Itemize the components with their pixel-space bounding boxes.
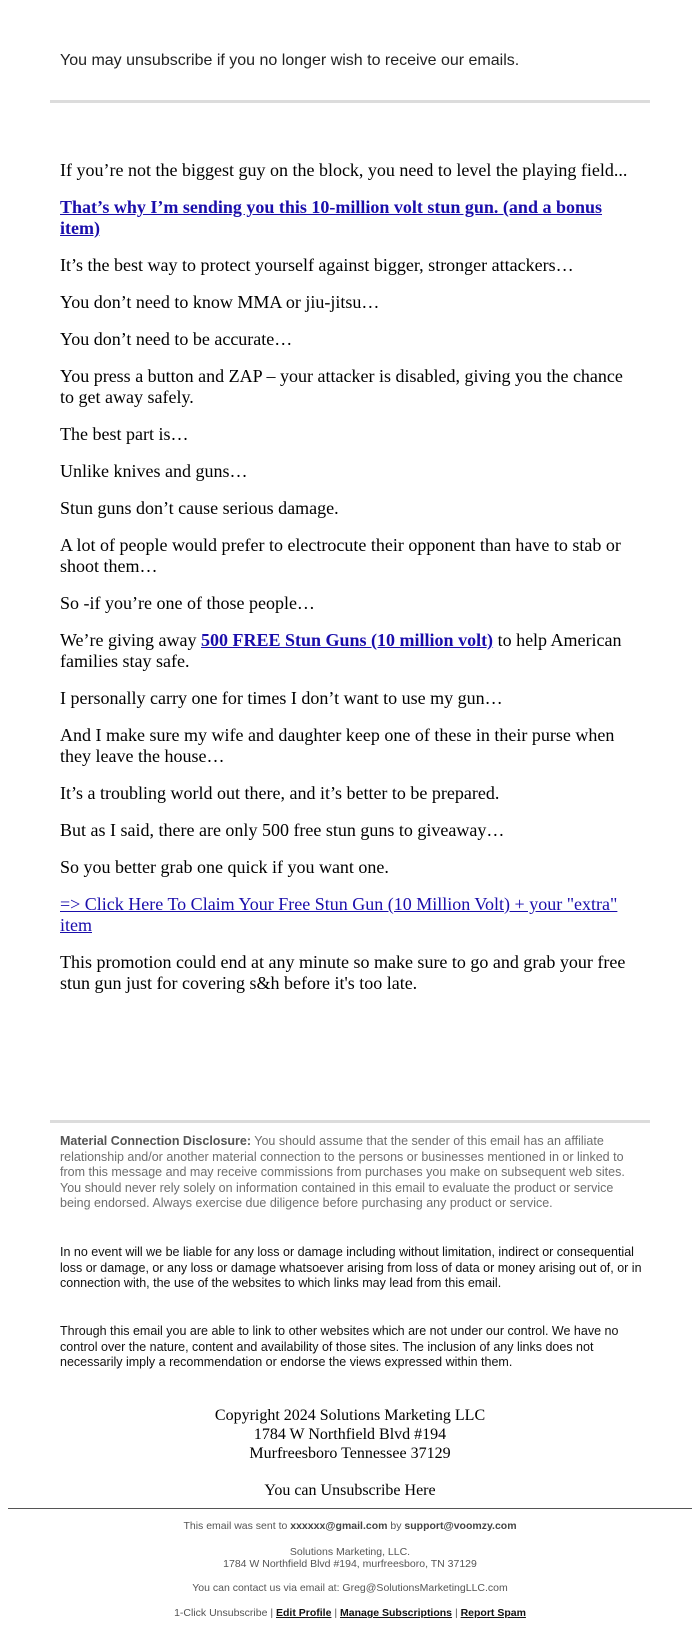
offer-text-before: We’re giving away (60, 630, 201, 650)
paragraph: You press a button and ZAP – your attacker is disabled, giving you the chance to get away safely. (60, 366, 623, 407)
material-connection-disclosure (60, 1134, 645, 1212)
sender-email: support@voomzy.com (404, 1520, 517, 1532)
paragraph: And I make sure my wife and daughter keep one of these in their purse when they leave the house… (60, 725, 615, 766)
paragraph: So you better grab one quick if you want one. (60, 857, 389, 877)
offer-text-after: to help American families stay safe. (60, 630, 622, 671)
top-divider (50, 100, 650, 103)
address-line-2: Murfreesboro Tennessee 37129 (249, 1445, 451, 1462)
esp-company: Solutions Marketing, LLC. (289, 1546, 411, 1558)
separator: | (452, 1607, 461, 1619)
paragraph: But as I said, there are only 500 free stun guns to giveaway… (60, 820, 505, 840)
copyright: Copyright 2024 Solutions Marketing LLC (214, 1407, 486, 1424)
sent-to-line (0, 1520, 700, 1533)
footer-divider (50, 1120, 650, 1123)
paragraph: So -if you’re one of those people… (60, 593, 315, 613)
cta-paragraph (60, 894, 640, 936)
unsubscribe-here-text: You can Unsubscribe Here (264, 1482, 436, 1499)
disclosure-text: You should assume that the sender of this email has an affiliate relationship and/or another material connection to the persons or businesses mentioned in or linked to from this message and may receive commissions from purchases you make on subsequent web sites. You should never rely solely on information contained in this email to evaluate the product or service being endorsed. Always exercise due diligence before purchasing any product or service. (60, 1134, 625, 1210)
esp-contact: You can contact us via email at: Greg@SolutionsMarketingLLC.com (192, 1582, 508, 1594)
headline-paragraph (60, 197, 640, 239)
separator: | (331, 1607, 340, 1619)
free-stun-guns-link[interactable]: 500 FREE Stun Guns (10 million volt) (201, 630, 494, 650)
offer-paragraph (60, 630, 640, 672)
company-address-block (0, 1406, 700, 1500)
esp-company-address: 1784 W Northfield Blvd #194, murfreesboro, TN 37129 (223, 1558, 477, 1570)
paragraph: The best part is… (60, 424, 189, 444)
recipient-email: xxxxxx@gmail.com (290, 1520, 388, 1532)
paragraph: This promotion could end at any minute so make sure to go and grab your free stun gun just for covering s&h before it's too late. (60, 952, 626, 993)
sent-prefix: This email was sent to (183, 1520, 291, 1532)
liability-notice: In no event will we be liable for any loss or damage including without limitation, indirect or consequential loss or damage, or any loss or damage whatsoever arising from loss of data or money arising out of, or in connection with, the use of the websites to which links may lead from this email. (60, 1245, 642, 1290)
by-text: by (387, 1520, 405, 1532)
one-click-unsubscribe[interactable]: 1-Click Unsubscribe (174, 1607, 268, 1619)
separator: | (267, 1607, 276, 1619)
edit-profile-link[interactable]: Edit Profile (276, 1607, 332, 1619)
bottom-divider (8, 1508, 692, 1509)
paragraph: I personally carry one for times I don’t want to use my gun… (60, 688, 503, 708)
paragraph: Stun guns don’t cause serious damage. (60, 498, 339, 518)
unsubscribe-note: You may unsubscribe if you no longer wish to receive our emails. (60, 52, 520, 69)
paragraph: You don’t need to be accurate… (60, 329, 293, 349)
report-spam-link[interactable]: Report Spam (460, 1607, 526, 1619)
address-line-1: 1784 W Northfield Blvd #194 (253, 1426, 447, 1443)
paragraph: It’s a troubling world out there, and it’s better to be prepared. (60, 783, 500, 803)
email-body (60, 160, 640, 1010)
headline-link[interactable]: That’s why I’m sending you this 10-million volt stun gun. (and a bonus item) (60, 197, 602, 238)
claim-stun-gun-link[interactable]: => Click Here To Claim Your Free Stun Gun (10 Million Volt) + your "extra" item (60, 894, 618, 935)
disclosure-label: Material Connection Disclosure: (60, 1134, 252, 1148)
external-links-notice: Through this email you are able to link to other websites which are not under our control. We have no control over the nature, content and availability of those sites. The inclusion of any links does not necessarily imply a recommendation or endorse the views expressed within them. (60, 1324, 619, 1369)
paragraph: It’s the best way to protect yourself against bigger, stronger attackers… (60, 255, 574, 275)
paragraph: You don’t need to know MMA or jiu-jitsu… (60, 292, 380, 312)
paragraph: Unlike knives and guns… (60, 461, 248, 481)
esp-links (0, 1607, 700, 1620)
manage-subscriptions-link[interactable]: Manage Subscriptions (340, 1607, 453, 1619)
paragraph: If you’re not the biggest guy on the block, you need to level the playing field... (60, 160, 628, 180)
paragraph: A lot of people would prefer to electrocute their opponent than have to stab or shoot them… (60, 535, 621, 576)
